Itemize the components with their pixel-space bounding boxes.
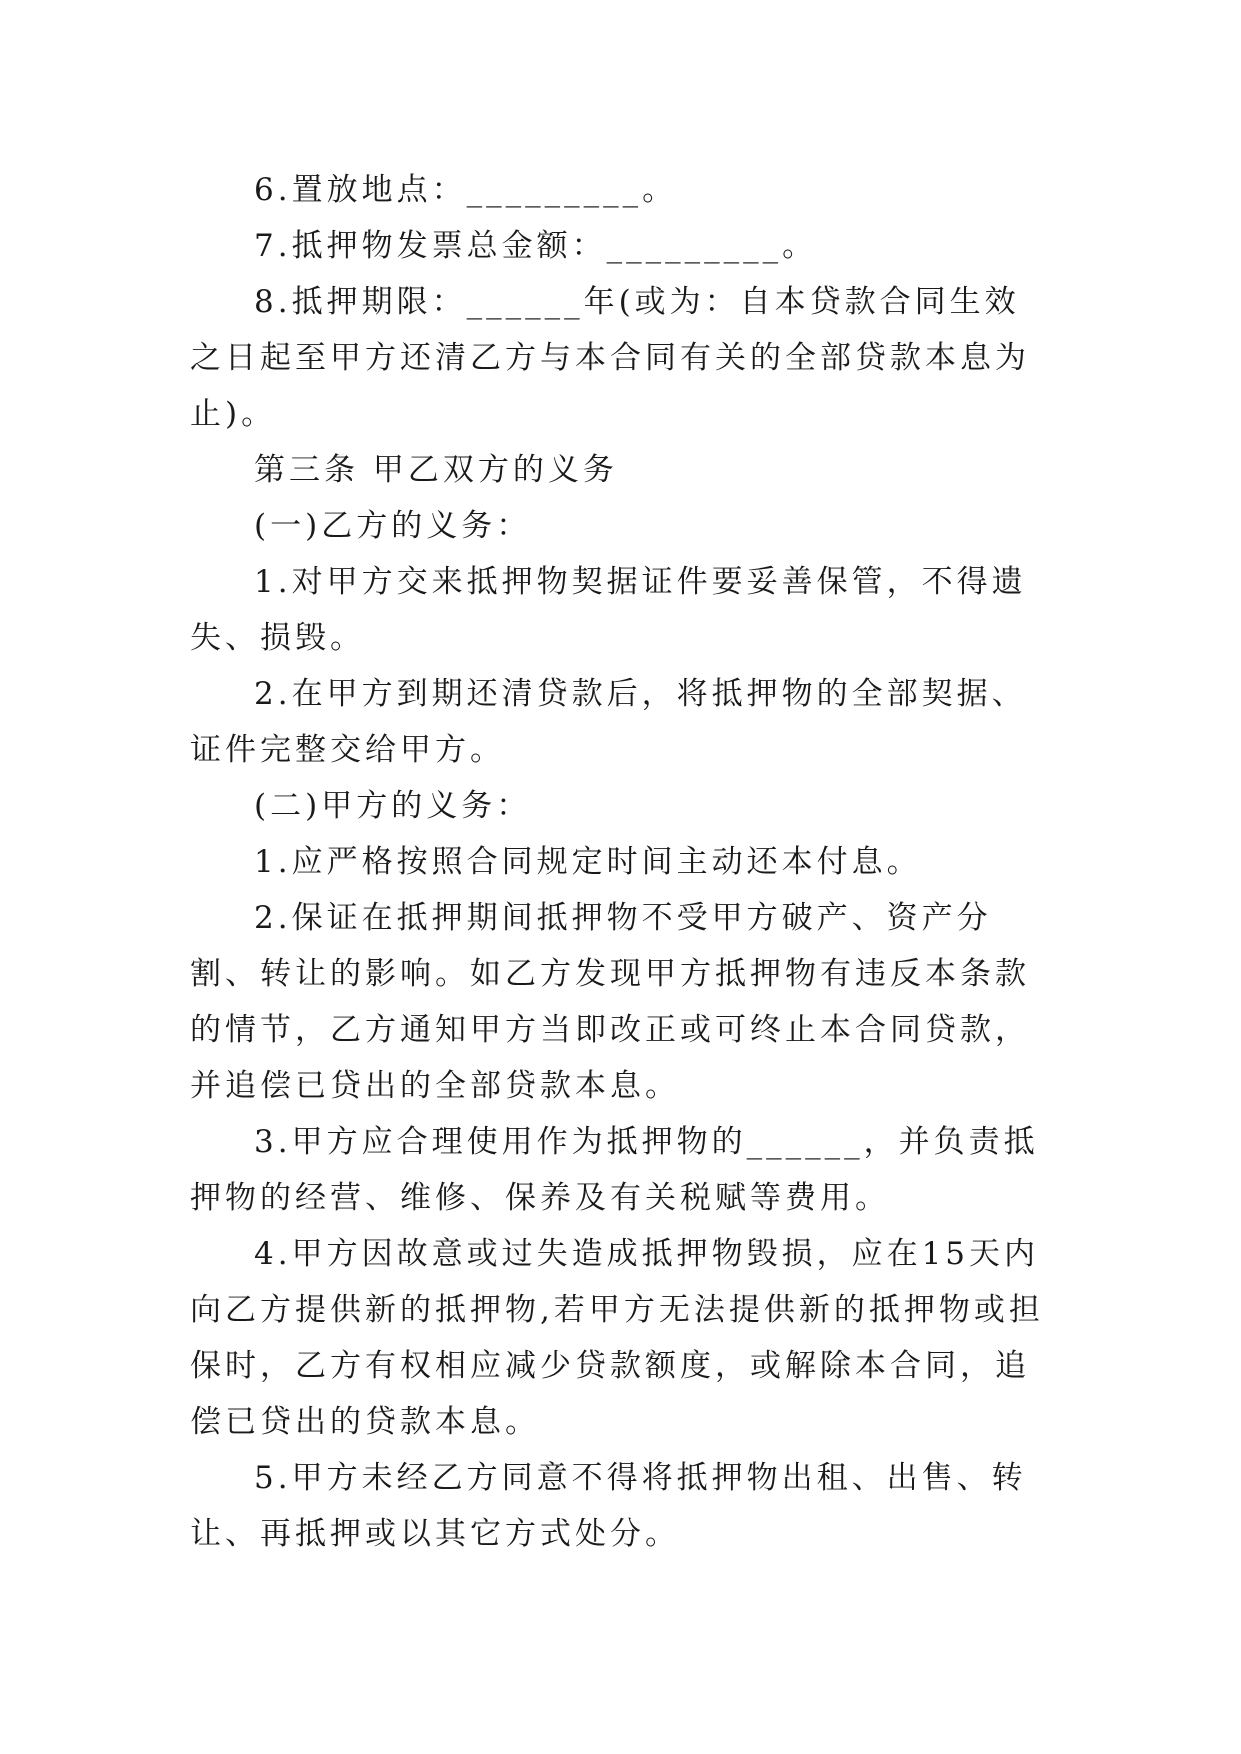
party-a-obligation-2: 2.保证在抵押期间抵押物不受甲方破产、资产分割、转让的影响。如乙方发现甲方抵押物有违反本条款的情节，乙方通知甲方当即改正或可终止本合同贷款，并追偿已贷出的全部贷款本息。 (190, 900, 1030, 1104)
party-b-obligations-heading: (一)乙方的义务： (254, 508, 532, 544)
clause-8-mortgage-term: 8.抵押期限：______年(或为：自本贷款合同生效之日起至甲方还清乙方与本合同有关的全部贷款本息为止)。 (190, 284, 1030, 432)
clause-7-invoice-amount: 7.抵押物发票总金额：_________。 (254, 228, 818, 264)
party-a-obligation-4: 4.甲方因故意或过失造成抵押物毁损，应在15天内向乙方提供新的抵押物,若甲方无法提供新的抵押物或担保时，乙方有权相应减少贷款额度，或解除本合同，追偿已贷出的贷款本息。 (190, 1236, 1044, 1440)
party-b-obligation-2: 2.在甲方到期还清贷款后，将抵押物的全部契据、证件完整交给甲方。 (190, 676, 1027, 768)
party-b-obligation-1: 1.对甲方交来抵押物契据证件要妥善保管，不得遗失、损毁。 (190, 564, 1027, 656)
clause-6-location: 6.置放地点：_________。 (254, 172, 678, 208)
party-a-obligation-5: 5.甲方未经乙方同意不得将抵押物出租、出售、转让、再抵押或以其它方式处分。 (190, 1460, 1027, 1552)
party-a-obligation-3: 3.甲方应合理使用作为抵押物的______，并负责抵押物的经营、维修、保养及有关税赋等费用。 (190, 1124, 1039, 1216)
party-a-obligation-1: 1.应严格按照合同规定时间主动还本付息。 (254, 844, 922, 880)
document-body (190, 162, 1050, 1562)
article-3-heading: 第三条 甲乙双方的义务 (254, 452, 618, 488)
party-a-obligations-heading: (二)甲方的义务： (254, 788, 532, 824)
